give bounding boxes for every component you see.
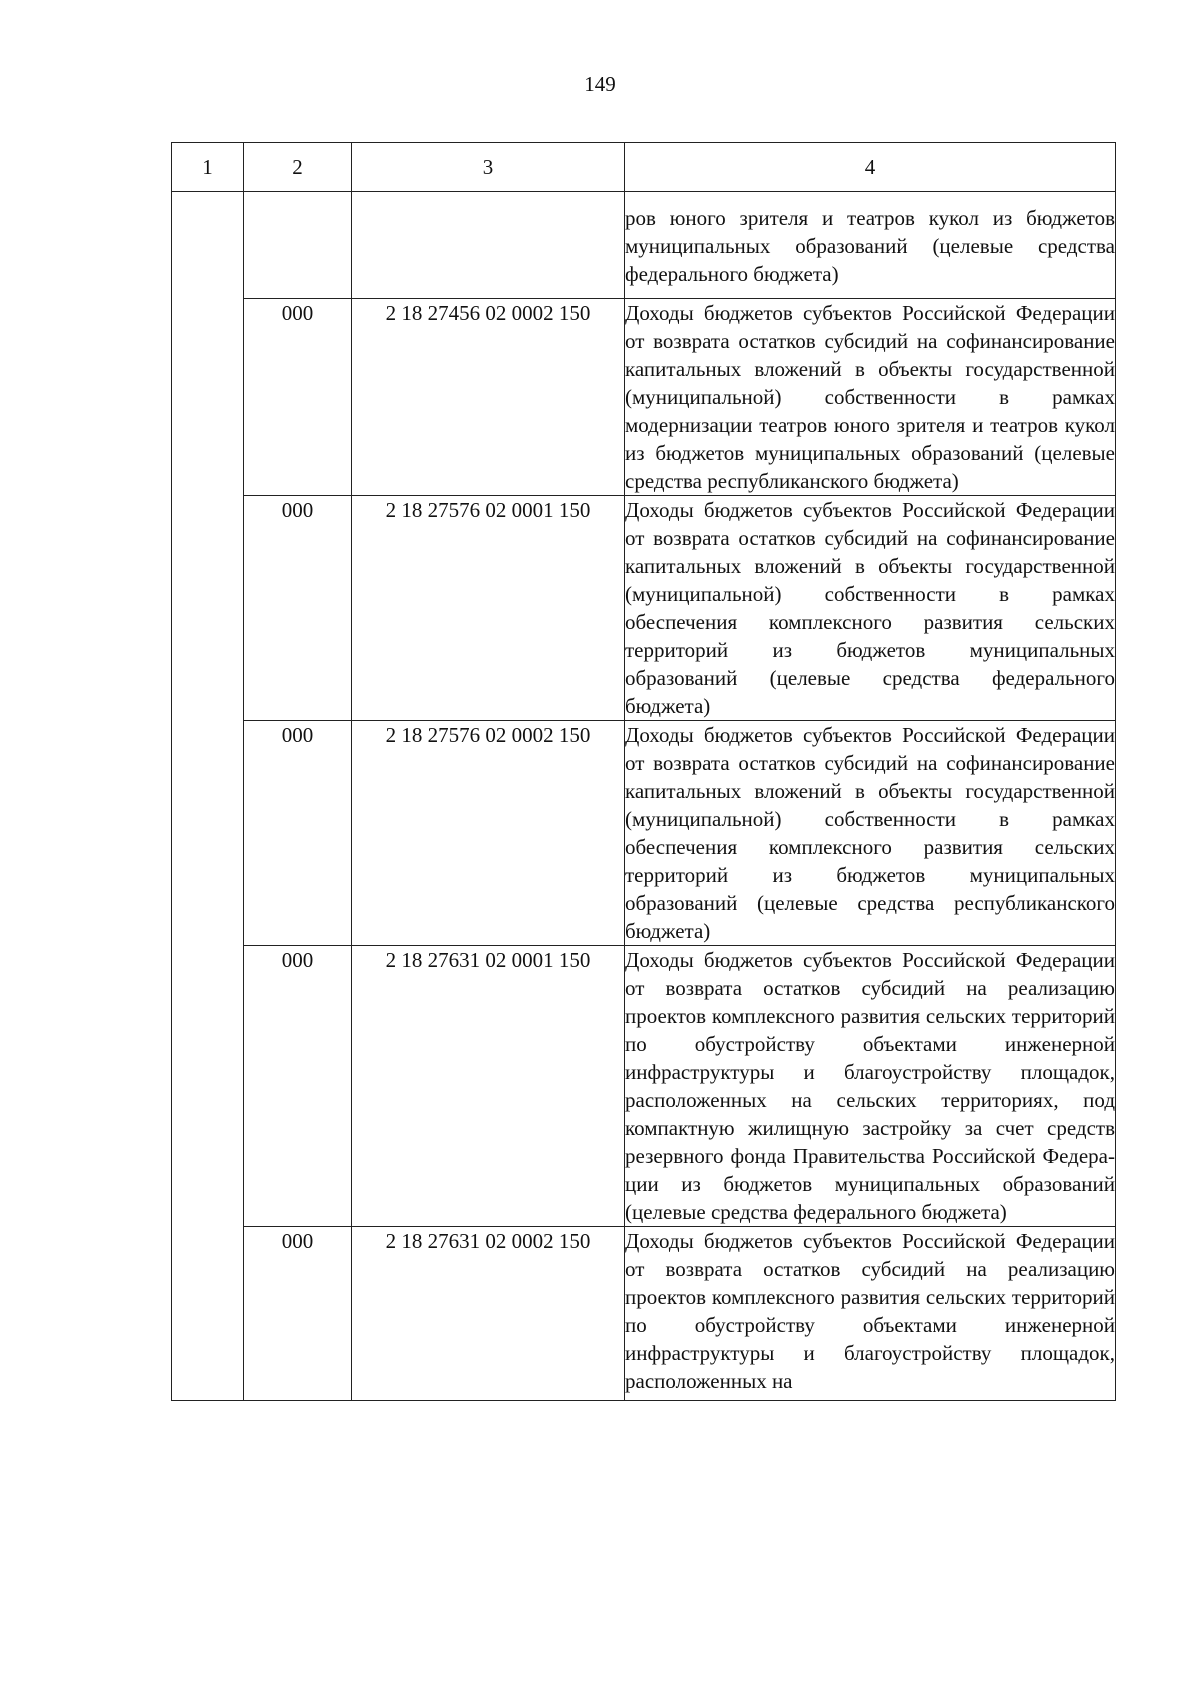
income-description-cell: Доходы бюджетов субъектов Российской Федерации от возврата остатков субсидий на реализацию проектов комплексного развития сельских территорий по обустройству объектами инженерной инфраструктуры и благоустройству площадок, расположенных на <box>625 1227 1116 1401</box>
table-row <box>172 496 1116 721</box>
admin-code-cell: 000 <box>244 496 352 721</box>
income-code-cell: 2 18 27631 02 0002 150 <box>352 1227 625 1401</box>
budget-classification-table <box>171 142 1116 1401</box>
table-row <box>172 299 1116 496</box>
column-header-4: 4 <box>625 143 1116 192</box>
table-header-row <box>172 143 1116 192</box>
column-header-3: 3 <box>352 143 625 192</box>
income-code-cell: 2 18 27456 02 0002 150 <box>352 299 625 496</box>
table-row <box>172 192 1116 299</box>
column-header-1: 1 <box>172 143 244 192</box>
income-code-cell <box>352 192 625 299</box>
column-header-2: 2 <box>244 143 352 192</box>
income-description-cell: Доходы бюджетов субъектов Российской Федерации от возврата остатков субсидий на реализацию проектов комплексного развития сельских территорий по обустройству объектами инженерной инфраструктуры и благоустройству площадок, расположенных на сельских территориях, под компактную жилищную застройку за счет средств резервного фонда Правительства Российской Федерации из бюджетов муниципальных образований (целевые средства федерального бюджета) <box>625 946 1116 1227</box>
admin-code-cell: 000 <box>244 946 352 1227</box>
group-cell <box>172 192 244 1401</box>
table-row <box>172 721 1116 946</box>
income-description-cell: Доходы бюджетов субъектов Российской Федерации от возврата остатков субсидий на софинансирование капитальных вложений в объекты государственной (муниципальной) собственности в рамках обеспечения комплексного развития сельских территорий из бюджетов муниципальных образований (целевые средства федерального бюджета) <box>625 496 1116 721</box>
income-code-cell: 2 18 27576 02 0001 150 <box>352 496 625 721</box>
income-code-cell: 2 18 27631 02 0001 150 <box>352 946 625 1227</box>
admin-code-cell: 000 <box>244 1227 352 1401</box>
table-row <box>172 1227 1116 1401</box>
admin-code-cell <box>244 192 352 299</box>
admin-code-cell: 000 <box>244 299 352 496</box>
table-row <box>172 946 1116 1227</box>
income-description-cell: ров юного зрителя и театров кукол из бюджетов муниципальных образований (целевые средства федерального бюджета) <box>625 192 1116 299</box>
income-code-cell: 2 18 27576 02 0002 150 <box>352 721 625 946</box>
income-description-cell: Доходы бюджетов субъектов Российской Федерации от возврата остатков субсидий на софинансирование капитальных вложений в объекты государственной (муниципальной) собственности в рамках обеспечения комплексного развития сельских территорий из бюджетов муниципальных образований (целевые средства республиканского бюджета) <box>625 721 1116 946</box>
page-number: 149 <box>584 72 616 96</box>
income-description-cell: Доходы бюджетов субъектов Российской Федерации от возврата остатков субсидий на софинансирование капитальных вложений в объекты государственной (муниципальной) собственности в рамках модернизации театров юного зрителя и театров кукол из бюджетов муниципальных образований (целевые средства республиканского бюджета) <box>625 299 1116 496</box>
admin-code-cell: 000 <box>244 721 352 946</box>
